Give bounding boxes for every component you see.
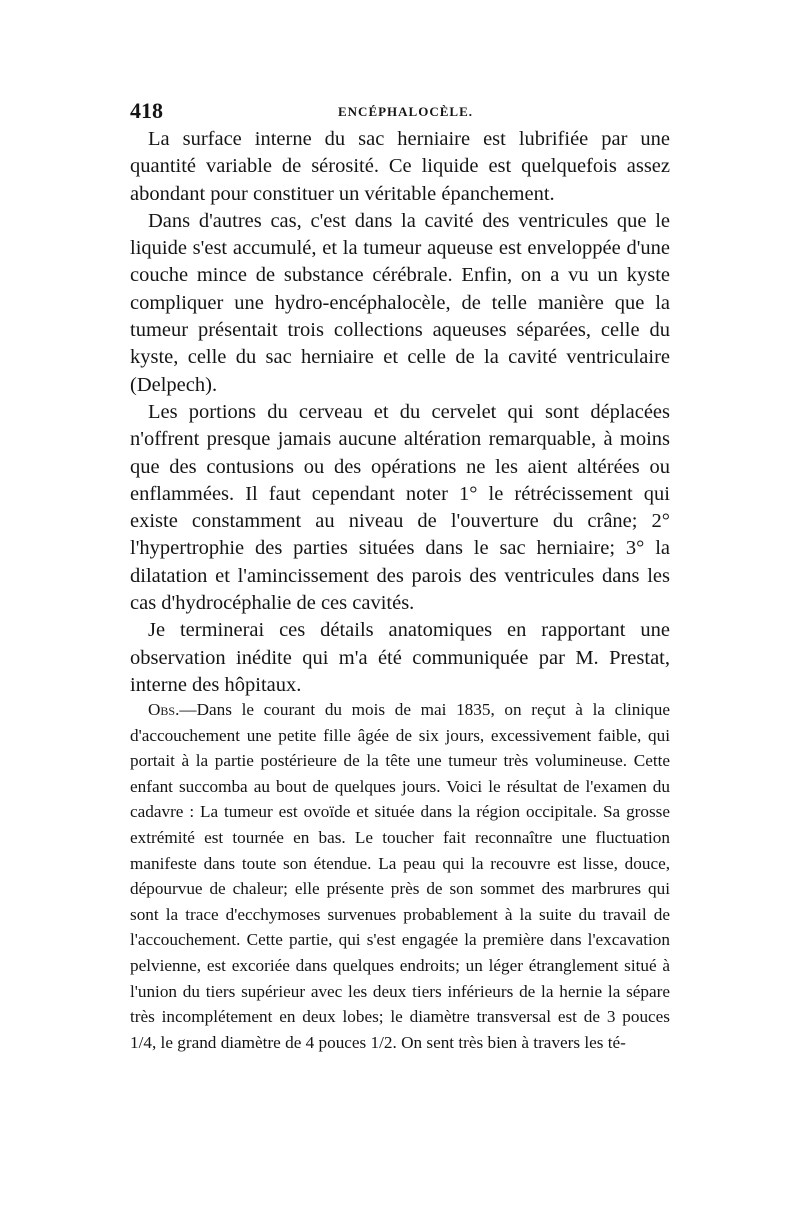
paragraph: Les portions du cerveau et du cervelet qui sont déplacées n'offrent presque jamais aucune altération remarquable, à moins que des contusions ou des opérations ne les aient altérées ou enflammées. Il faut cependant noter 1° le rétrécissement qui existe constamment au niveau de l'ouverture du crâne; 2° l'hypertrophie des parties situées dans le sac herniaire; 3° la dilatation et l'amincissement des parois des ventricules dans les cas d'hydrocéphalie de ces cavités. <box>130 400 670 615</box>
paragraph: Dans d'autres cas, c'est dans la cavité des ventricules que le liquide s'est accumulé, et la tumeur aqueuse est enveloppée d'une couche mince de substance cérébrale. Enfin, on a vu un kyste compliquer une hydro-encéphalocèle, de telle manière que la tumeur présentait trois collections aqueuses séparées, celle du kyste, celle du sac herniaire et celle de la cavité ventriculaire (Delpech). <box>130 209 670 396</box>
observation-body: —Dans le courant du mois de mai 1835, on reçut à la clinique d'accouchement une petite fille âgée de six jours, excessivement faible, qui portait à la partie postérieure de la tête une tumeur très volumineuse. Cette enfant succomba au bout de quelques jours. Voici le résultat de l'examen du cadavre : La tumeur est ovoïde et située dans la région occipitale. Sa grosse extrémité est tournée en bas. Le toucher fait reconnaître une fluctuation manifeste dans toute son étendue. La peau qui la recouvre est lisse, douce, dépourvue de chaleur; elle présente près de son sommet des marbrures qui sont la trace d'ecchymoses survenues probablement à la suite du travail de l'accouchement. Cette partie, qui s'est engagée la première dans l'excavation pelvienne, est excoriée dans quelques endroits; un léger étranglement situé à l'union du tiers supérieur avec les deux tiers inférieurs de la hernie la sépare très incomplétement en deux lobes; le diamètre transversal est de 3 pouces 1/4, le grand diamètre de 4 pouces 1/2. On sent très bien à travers les té- <box>130 700 670 1052</box>
observation-paragraph <box>130 697 670 1055</box>
paragraph: La surface interne du sac herniaire est lubrifiée par une quantité variable de sérosité. Ce liquide est quelquefois assez abondant pour constituer un véritable épanchement. <box>130 128 670 205</box>
page-header <box>130 98 670 124</box>
observation-text <box>130 697 670 1055</box>
running-head: ENCÉPHALOCÈLE. <box>338 104 473 119</box>
observation-label: Obs. <box>148 700 180 719</box>
paragraph: Je terminerai ces détails anatomiques en rapportant une observation inédite qui m'a été communiquée par M. Prestat, interne des hôpitaux. <box>130 619 670 696</box>
main-text <box>130 126 670 699</box>
page-number: 418 <box>130 98 163 123</box>
